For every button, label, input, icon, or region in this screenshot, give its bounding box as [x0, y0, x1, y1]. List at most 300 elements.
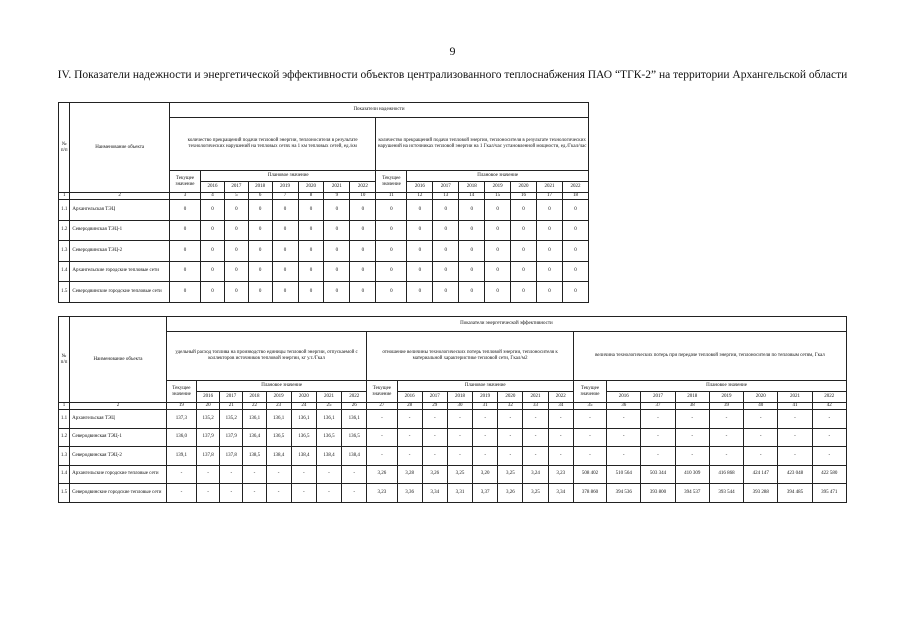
object-name: Северодвинская ТЭЦ-1 — [70, 428, 167, 447]
table-cell: 0 — [537, 200, 563, 221]
table-cell: - — [675, 447, 709, 466]
column-number: 5 — [224, 193, 248, 200]
table-cell: 137,8 — [197, 447, 220, 466]
year-header: 2019 — [272, 182, 298, 193]
column-number: 27 — [367, 403, 397, 410]
object-name: Северодвинская ТЭЦ-1 — [70, 220, 170, 241]
table-cell: - — [607, 447, 641, 466]
table-cell: 0 — [511, 220, 537, 241]
table-cell: - — [220, 465, 243, 484]
table-cell: 0 — [272, 282, 298, 303]
year-header: 2019 — [473, 392, 498, 403]
table-row — [59, 200, 589, 221]
year-header: 2016 — [201, 182, 225, 193]
column-number: 22 — [243, 403, 266, 410]
table-cell: - — [573, 410, 606, 429]
row-number: 1.5 — [59, 484, 70, 503]
table-cell: - — [342, 465, 367, 484]
table-cell: - — [447, 447, 472, 466]
column-number: 14 — [459, 193, 485, 200]
table-cell: - — [473, 428, 498, 447]
table-cell: - — [778, 410, 812, 429]
table-cell: - — [367, 428, 397, 447]
row-number: 1.4 — [59, 465, 70, 484]
table-cell: 3,23 — [548, 465, 573, 484]
table-cell: - — [197, 465, 220, 484]
table-cell: 0 — [511, 261, 537, 282]
table-cell: 0 — [298, 241, 324, 262]
table-cell: - — [709, 410, 743, 429]
table-cell: 0 — [224, 200, 248, 221]
table-cell: 0 — [433, 200, 459, 221]
reliability-group-header: Показатели надежности — [169, 103, 588, 118]
table-cell: 0 — [169, 282, 200, 303]
table-cell: 0 — [350, 200, 376, 221]
table-cell: 0 — [562, 200, 588, 221]
table-cell: - — [291, 484, 316, 503]
column-number: 2 — [70, 193, 170, 200]
table-row — [59, 261, 589, 282]
year-header: 2016 — [197, 392, 220, 403]
energy-efficiency-table — [58, 316, 847, 503]
row-number: 1.3 — [59, 447, 70, 466]
table-cell: 0 — [248, 200, 272, 221]
table-cell: 0 — [511, 200, 537, 221]
table-cell: 423 048 — [778, 465, 812, 484]
table-cell: - — [342, 484, 367, 503]
table-cell: - — [641, 447, 675, 466]
table-cell: 0 — [562, 261, 588, 282]
year-header: 2017 — [220, 392, 243, 403]
table-cell: 136,1 — [243, 410, 266, 429]
table-cell: 138,4 — [266, 447, 291, 466]
table-row — [59, 410, 847, 429]
table-cell: 0 — [562, 282, 588, 303]
row-number: 1.1 — [59, 200, 70, 221]
table-cell: 3,23 — [367, 484, 397, 503]
object-name: Северодвинская ТЭЦ-2 — [70, 241, 170, 262]
table-cell: - — [422, 410, 447, 429]
table-cell: 0 — [433, 241, 459, 262]
table-cell: - — [744, 447, 778, 466]
table-cell: 0 — [272, 241, 298, 262]
table-cell: 0 — [248, 261, 272, 282]
table-cell: 0 — [248, 241, 272, 262]
table-cell: 0 — [224, 241, 248, 262]
year-header: 2022 — [342, 392, 367, 403]
table-cell: 136,1 — [291, 410, 316, 429]
table-cell: - — [709, 428, 743, 447]
table-cell: 136,1 — [342, 410, 367, 429]
table-cell: - — [498, 428, 523, 447]
table-cell: 3,25 — [447, 465, 472, 484]
table-cell: - — [812, 428, 846, 447]
object-name-header: Наименование объекта — [70, 103, 170, 193]
table-cell: 0 — [511, 241, 537, 262]
table-cell: 416 868 — [709, 465, 743, 484]
table-cell: 0 — [169, 241, 200, 262]
column-number: 32 — [498, 403, 523, 410]
table-cell: 0 — [376, 282, 407, 303]
column-number: 3 — [169, 193, 200, 200]
column-number: 9 — [324, 193, 350, 200]
row-number: 1.4 — [59, 261, 70, 282]
column-number: 35 — [573, 403, 606, 410]
table-cell: 3,28 — [397, 465, 422, 484]
table-cell: - — [675, 428, 709, 447]
table-cell: 0 — [324, 220, 350, 241]
table-cell: - — [778, 428, 812, 447]
row-number: 1.5 — [59, 282, 70, 303]
table-cell: 0 — [459, 241, 485, 262]
table-cell: 0 — [562, 241, 588, 262]
table-cell: 137,3 — [166, 410, 196, 429]
table-cell: - — [812, 447, 846, 466]
table-cell: 0 — [272, 200, 298, 221]
table-cell: 138,4 — [342, 447, 367, 466]
column-number: 40 — [744, 403, 778, 410]
table-cell: 0 — [485, 241, 511, 262]
num-header: № п/п — [59, 317, 70, 403]
column-number: 13 — [433, 193, 459, 200]
table-cell: 410 309 — [675, 465, 709, 484]
reliability-table — [58, 102, 589, 303]
table-cell: 3,34 — [422, 484, 447, 503]
current-value-header: Текущее значение — [367, 381, 397, 403]
year-header: 2018 — [447, 392, 472, 403]
year-header: 2019 — [709, 392, 743, 403]
indicator-header: количество прекращений подачи тепловой энергии, теплоносителя в результате технологических нарушений на тепловых сетях на 1 км тепловых сетей, ед./км — [169, 118, 375, 171]
table-cell: - — [243, 484, 266, 503]
object-name: Архангельская ТЭЦ — [70, 200, 170, 221]
planned-value-header: Плановое значение — [197, 381, 367, 392]
table-cell: 3,31 — [447, 484, 472, 503]
table-cell: - — [498, 447, 523, 466]
table-cell: 0 — [248, 282, 272, 303]
table-cell: 0 — [485, 282, 511, 303]
year-header: 2018 — [248, 182, 272, 193]
table-cell: 0 — [298, 220, 324, 241]
table-cell: - — [397, 428, 422, 447]
table-cell: 3,26 — [422, 465, 447, 484]
table-cell: 0 — [169, 261, 200, 282]
table-cell: - — [220, 484, 243, 503]
year-header: 2022 — [350, 182, 376, 193]
table-cell: 0 — [376, 200, 407, 221]
year-header: 2017 — [422, 392, 447, 403]
table-cell: 0 — [376, 220, 407, 241]
table-cell: 393 544 — [709, 484, 743, 503]
object-name: Северодвинские городские тепловые сети — [70, 282, 170, 303]
column-number: 17 — [537, 193, 563, 200]
table-cell: 137,9 — [220, 428, 243, 447]
table-cell: 510 564 — [607, 465, 641, 484]
table-cell: 138,4 — [291, 447, 316, 466]
table-cell: 0 — [407, 282, 433, 303]
table-cell: 138,4 — [316, 447, 341, 466]
table-cell: 0 — [407, 241, 433, 262]
column-number: 10 — [350, 193, 376, 200]
year-header: 2019 — [485, 182, 511, 193]
current-value-header: Текущее значение — [376, 171, 407, 193]
table-cell: 139,1 — [166, 447, 196, 466]
table-cell: - — [397, 447, 422, 466]
indicator-header: количество прекращений подачи тепловой энергии, теплоносителя в результате технологических нарушений на источниках тепловой энергии на 1 Гкал/час установленной мощности, ед./Гкал/час — [376, 118, 589, 171]
table-cell: 0 — [407, 200, 433, 221]
current-value-header: Текущее значение — [166, 381, 196, 403]
year-header: 2022 — [812, 392, 846, 403]
year-header: 2017 — [433, 182, 459, 193]
column-number: 8 — [298, 193, 324, 200]
column-number: 25 — [316, 403, 341, 410]
table-cell: - — [641, 410, 675, 429]
object-name: Архангельская ТЭЦ — [70, 410, 167, 429]
table-cell: - — [548, 410, 573, 429]
table-cell: 0 — [537, 220, 563, 241]
table-cell: - — [197, 484, 220, 503]
table-cell: 394 536 — [607, 484, 641, 503]
column-number: 41 — [778, 403, 812, 410]
table-cell: 3,36 — [397, 484, 422, 503]
table-row — [59, 241, 589, 262]
table-cell: 0 — [324, 282, 350, 303]
column-number: 18 — [562, 193, 588, 200]
table-cell: 0 — [485, 220, 511, 241]
table-cell: 0 — [459, 261, 485, 282]
table-cell: - — [166, 465, 196, 484]
table-cell: - — [607, 428, 641, 447]
year-header: 2020 — [498, 392, 523, 403]
table-cell: 503 344 — [641, 465, 675, 484]
table-cell: 0 — [169, 220, 200, 241]
table-cell: 0 — [324, 241, 350, 262]
table-cell: 0 — [537, 241, 563, 262]
column-number: 42 — [812, 403, 846, 410]
column-number: 12 — [407, 193, 433, 200]
year-header: 2022 — [562, 182, 588, 193]
table-cell: - — [367, 447, 397, 466]
table-cell: 0 — [433, 261, 459, 282]
table-cell: 0 — [350, 261, 376, 282]
table-cell: - — [266, 484, 291, 503]
column-number: 26 — [342, 403, 367, 410]
table-cell: 0 — [169, 200, 200, 221]
table-cell: - — [709, 447, 743, 466]
table-cell: - — [447, 410, 472, 429]
table-cell: - — [548, 428, 573, 447]
column-number: 29 — [422, 403, 447, 410]
column-number: 4 — [201, 193, 225, 200]
table-cell: 0 — [324, 261, 350, 282]
table-cell: - — [498, 410, 523, 429]
column-number: 21 — [220, 403, 243, 410]
table-cell: 0 — [272, 261, 298, 282]
column-number: 34 — [548, 403, 573, 410]
table-cell: 0 — [407, 220, 433, 241]
table-cell: 137,9 — [197, 428, 220, 447]
table-cell: 0 — [407, 261, 433, 282]
year-header: 2021 — [523, 392, 548, 403]
year-header: 2021 — [324, 182, 350, 193]
table-cell: 0 — [376, 261, 407, 282]
object-name-header: Наименование объекта — [70, 317, 167, 403]
table-cell: 393 800 — [641, 484, 675, 503]
table-cell: 3,34 — [548, 484, 573, 503]
table-cell: 0 — [201, 241, 225, 262]
table-cell: 0 — [298, 261, 324, 282]
year-header: 2016 — [397, 392, 422, 403]
object-name: Архангельские городские тепловые сети — [70, 261, 170, 282]
table-cell: 0 — [459, 200, 485, 221]
object-name: Северодвинская ТЭЦ-2 — [70, 447, 167, 466]
column-number: 31 — [473, 403, 498, 410]
table-cell: 0 — [376, 241, 407, 262]
table-cell: 0 — [201, 282, 225, 303]
table-cell: 0 — [350, 241, 376, 262]
table-cell: 3,20 — [473, 465, 498, 484]
table-cell: - — [266, 465, 291, 484]
table-cell: 0 — [201, 220, 225, 241]
table-cell: 0 — [537, 282, 563, 303]
table-cell: 136,1 — [316, 410, 341, 429]
column-number: 37 — [641, 403, 675, 410]
table-cell: 0 — [562, 220, 588, 241]
table-cell: 136,4 — [243, 428, 266, 447]
year-header: 2022 — [548, 392, 573, 403]
table-cell: 393 288 — [744, 484, 778, 503]
table-cell: 0 — [350, 282, 376, 303]
table-cell: - — [744, 410, 778, 429]
column-number: 19 — [166, 403, 196, 410]
table-cell: - — [243, 465, 266, 484]
column-number: 33 — [523, 403, 548, 410]
table-cell: - — [778, 447, 812, 466]
year-header: 2016 — [407, 182, 433, 193]
table-cell: 0 — [433, 220, 459, 241]
current-value-header: Текущее значение — [573, 381, 606, 403]
indicator-header: удельный расход топлива на производство единицы тепловой энергии, отпускаемой с коллекторов источников тепловой энергии, кг у.т./Гкал — [166, 332, 366, 381]
table-cell: 0 — [485, 200, 511, 221]
column-number: 15 — [485, 193, 511, 200]
column-number: 38 — [675, 403, 709, 410]
table-cell: - — [523, 428, 548, 447]
table-cell: 0 — [459, 282, 485, 303]
table-cell: 136,0 — [166, 428, 196, 447]
year-header: 2019 — [266, 392, 291, 403]
table-cell: - — [744, 428, 778, 447]
year-header: 2018 — [675, 392, 709, 403]
planned-value-header: Плановое значение — [397, 381, 573, 392]
table-cell: - — [316, 484, 341, 503]
table-cell: 508 402 — [573, 465, 606, 484]
column-number: 11 — [376, 193, 407, 200]
table-row — [59, 465, 847, 484]
year-header: 2020 — [291, 392, 316, 403]
table-cell: 394 537 — [675, 484, 709, 503]
table-cell: 394 485 — [778, 484, 812, 503]
object-name: Северодвинские городские тепловые сети — [70, 484, 167, 503]
table-row — [59, 282, 589, 303]
table-cell: 3,37 — [473, 484, 498, 503]
table-cell: 138,5 — [243, 447, 266, 466]
table-cell: 0 — [324, 200, 350, 221]
table-cell: 136,1 — [266, 410, 291, 429]
column-number: 24 — [291, 403, 316, 410]
table-cell: 136,5 — [291, 428, 316, 447]
table-cell: 0 — [201, 200, 225, 221]
table-cell: - — [473, 447, 498, 466]
table-cell: - — [422, 447, 447, 466]
table-cell: - — [397, 410, 422, 429]
table-cell: - — [473, 410, 498, 429]
table-row — [59, 220, 589, 241]
row-number: 1.2 — [59, 220, 70, 241]
table-cell: 0 — [433, 282, 459, 303]
table-cell: - — [316, 465, 341, 484]
table-cell: 136,5 — [342, 428, 367, 447]
table-cell: - — [523, 447, 548, 466]
table-cell: 0 — [224, 261, 248, 282]
table-cell: - — [548, 447, 573, 466]
column-number: 6 — [248, 193, 272, 200]
table-cell: 0 — [224, 282, 248, 303]
table-row — [59, 484, 847, 503]
num-header: № п/п — [59, 103, 70, 193]
table-cell: - — [447, 428, 472, 447]
table-cell: - — [367, 410, 397, 429]
page-number: 9 — [449, 44, 456, 58]
indicator-header: отношение величины технологических потерь тепловой энергии, теплоносителя к материальной характеристике тепловой сети, Гкал/м2 — [367, 332, 574, 381]
table-cell: - — [291, 465, 316, 484]
table-cell: - — [523, 410, 548, 429]
planned-value-header: Плановое значение — [201, 171, 376, 182]
column-number: 1 — [59, 403, 70, 410]
year-header: 2018 — [459, 182, 485, 193]
table-cell: 395 471 — [812, 484, 846, 503]
table-cell: 0 — [537, 261, 563, 282]
column-number: 28 — [397, 403, 422, 410]
table-cell: 135,2 — [220, 410, 243, 429]
column-number: 30 — [447, 403, 472, 410]
table-cell: 0 — [298, 200, 324, 221]
column-number: 7 — [272, 193, 298, 200]
table-cell: - — [166, 484, 196, 503]
row-number: 1.2 — [59, 428, 70, 447]
table-cell: 0 — [224, 220, 248, 241]
table-row — [59, 447, 847, 466]
year-header: 2020 — [298, 182, 324, 193]
table-cell: 137,8 — [220, 447, 243, 466]
efficiency-group-header: Показатели энергетической эффективности — [166, 317, 846, 332]
table-cell: 3,24 — [523, 465, 548, 484]
table-cell: - — [422, 428, 447, 447]
table-cell: - — [675, 410, 709, 429]
table-cell: 424 147 — [744, 465, 778, 484]
table-cell: 0 — [350, 220, 376, 241]
table-cell: 135,2 — [197, 410, 220, 429]
row-number: 1.1 — [59, 410, 70, 429]
table-cell: 0 — [201, 261, 225, 282]
row-number: 1.3 — [59, 241, 70, 262]
year-header: 2021 — [778, 392, 812, 403]
table-cell: 3,25 — [498, 465, 523, 484]
indicator-header: величина технологических потерь при передаче тепловой энергии, теплоносителя по тепловым сетям, Гкал — [573, 332, 846, 381]
column-number: 1 — [59, 193, 70, 200]
year-header: 2017 — [641, 392, 675, 403]
year-header: 2018 — [243, 392, 266, 403]
table-cell: 378 860 — [573, 484, 606, 503]
table-cell: - — [607, 410, 641, 429]
